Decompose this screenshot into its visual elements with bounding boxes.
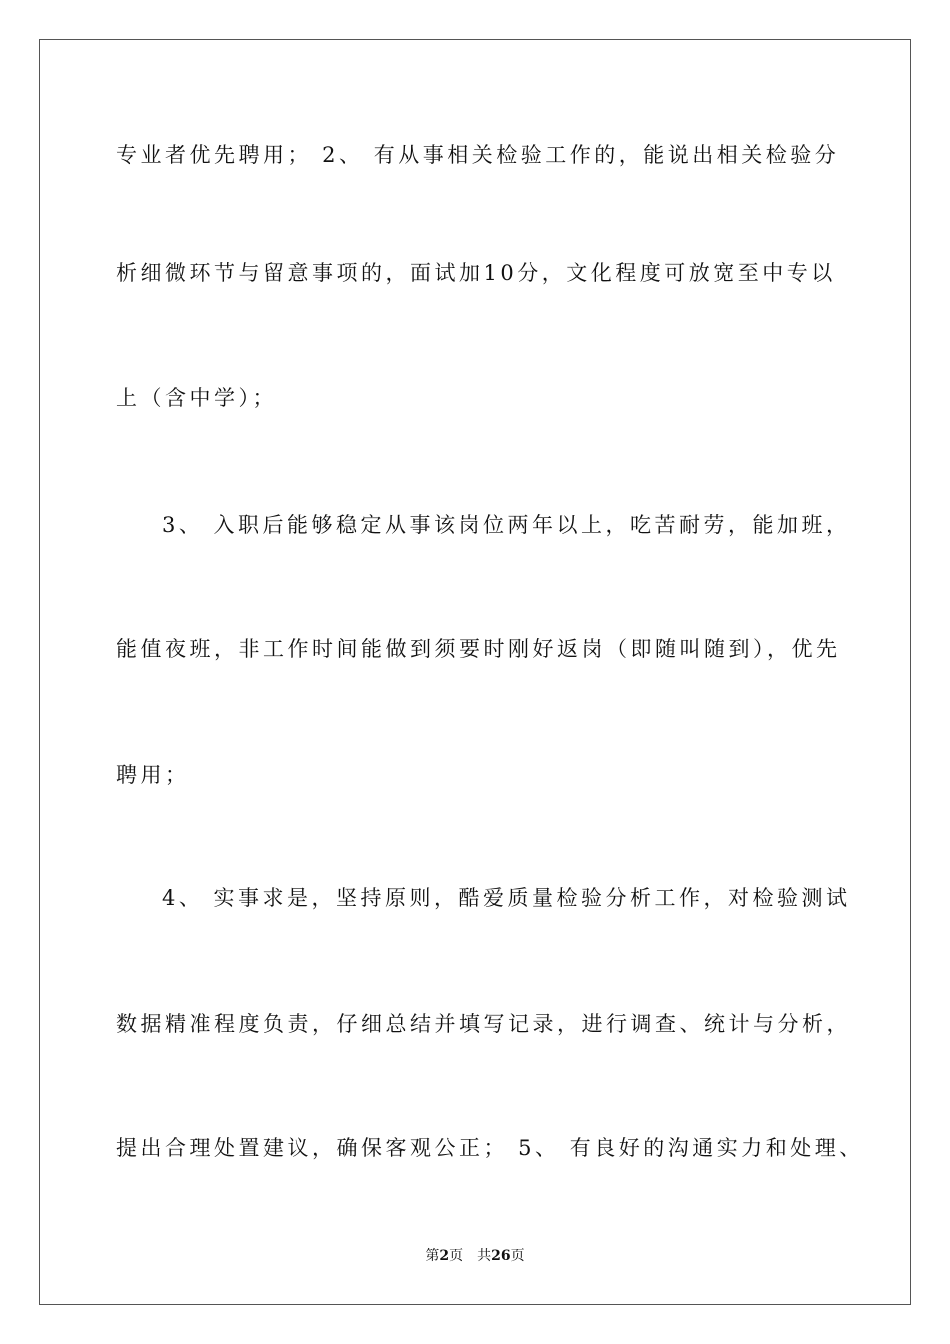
body-text-line: 析细微环节与留意事项的，面试加10分，文化程度可放宽至中专以 — [116, 261, 836, 285]
footer-page-number: 2 — [439, 1248, 450, 1264]
body-text-line: 专业者优先聘用； 2、 有从事相关检验工作的，能说出相关检验分 — [116, 143, 840, 167]
body-text-line: 3、 入职后能够稳定从事该岗位两年以上，吃苦耐劳，能加班， — [162, 513, 851, 537]
footer-total-prefix: 共 — [477, 1248, 492, 1264]
body-text-line: 提出合理处置建议，确保客观公正； 5、 有良好的沟通实力和处理、 — [116, 1136, 864, 1160]
footer-page-suffix: 页 — [449, 1248, 464, 1264]
footer-page-prefix: 第 — [425, 1248, 440, 1264]
footer-total-suffix: 页 — [510, 1248, 525, 1264]
body-text-line: 能值夜班，非工作时间能做到须要时刚好返岗（即随叫随到），优先 — [116, 637, 841, 661]
page-border — [39, 39, 911, 1305]
body-text-line: 上（含中学）； — [116, 386, 277, 410]
body-text-line: 数据精准程度负责，仔细总结并填写记录，进行调查、统计与分析， — [116, 1012, 851, 1036]
page-footer — [0, 1246, 950, 1266]
footer-total-pages: 26 — [491, 1248, 511, 1264]
body-text-line: 4、 实事求是，坚持原则，酷爱质量检验分析工作，对检验测试 — [162, 886, 851, 910]
body-text-line: 聘用； — [116, 763, 190, 787]
